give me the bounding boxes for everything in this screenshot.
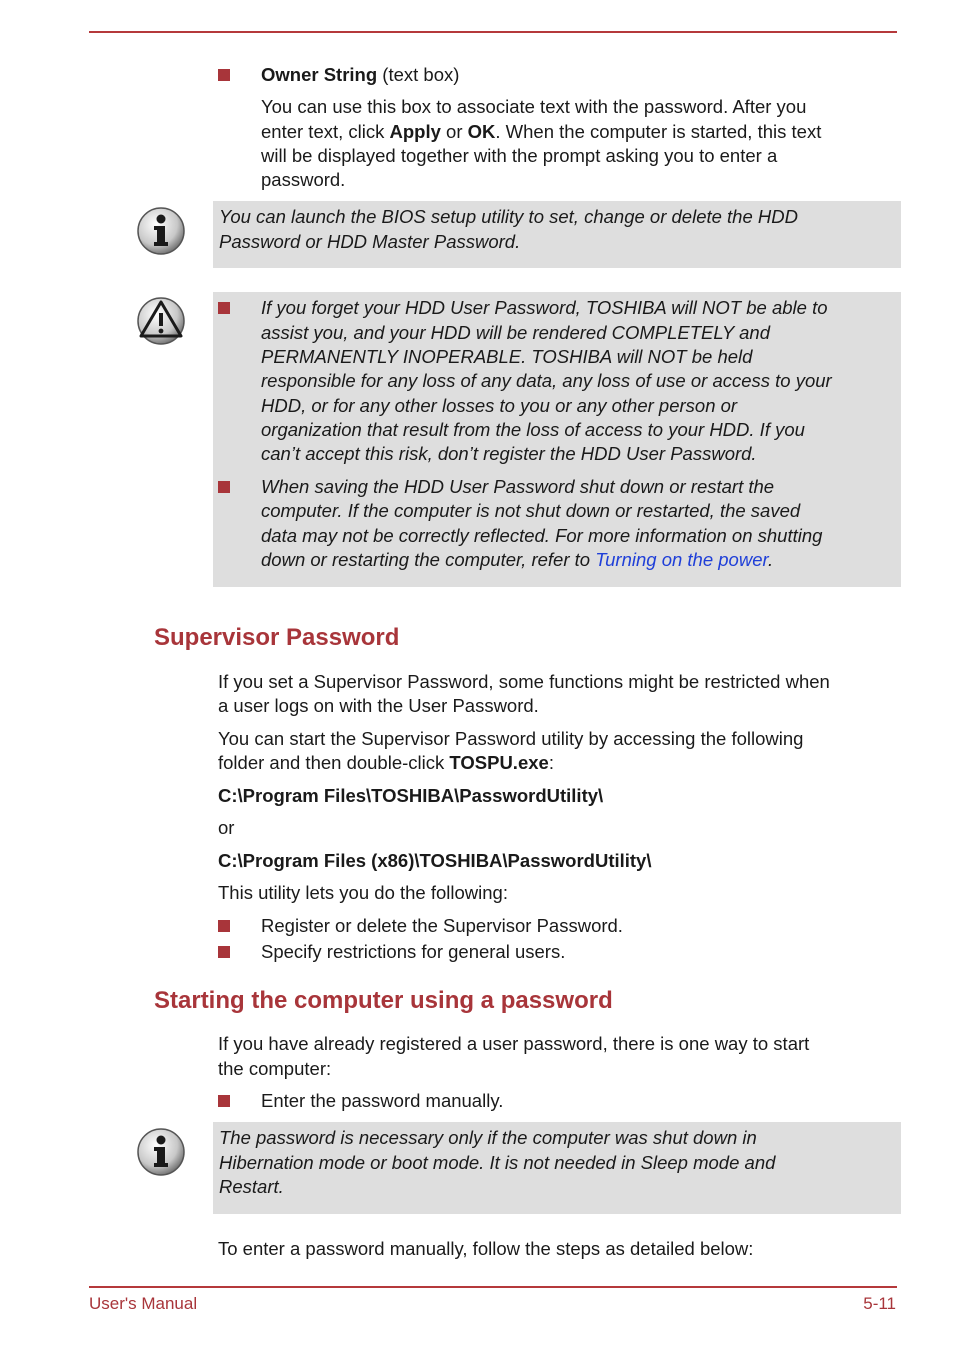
info-icon: [136, 206, 186, 256]
list-item: Specify restrictions for general users.: [261, 941, 566, 962]
owner-string-text: or: [440, 121, 468, 142]
or-text: or: [218, 817, 235, 838]
body-text: [218, 751, 554, 775]
warning-text: organization that result from the loss of access to your HDD. If you: [261, 419, 805, 440]
warning-text: PERMANENTLY INOPERABLE. TOSHIBA will NOT be held: [261, 346, 753, 367]
body-text: If you have already registered a user password, there is one way to start: [218, 1033, 810, 1054]
note-text: The password is necessary only if the computer was shut down in: [219, 1127, 757, 1148]
list-item: Register or delete the Supervisor Password.: [261, 915, 623, 936]
owner-string-line: will be displayed together with the prompt asking you to enter a: [261, 145, 778, 166]
ok-term: OK: [467, 121, 496, 142]
owner-string-suffix: (text box): [377, 64, 460, 85]
note-text: Restart.: [219, 1176, 284, 1197]
turning-on-power-link[interactable]: Turning on the power: [595, 549, 768, 570]
list-item: Enter the password manually.: [261, 1090, 504, 1111]
bullet-square: [218, 946, 230, 958]
warning-icon: [136, 296, 186, 346]
warning-text: can’t accept this risk, don’t register the HDD User Password.: [261, 443, 757, 464]
supervisor-heading: Supervisor Password: [154, 624, 400, 651]
warning-text: If you forget your HDD User Password, TOSHIBA will NOT be able to: [261, 297, 828, 318]
note-text: Password or HDD Master Password.: [219, 231, 521, 252]
path-text: C:\Program Files (x86)\TOSHIBA\PasswordUtility\: [218, 850, 652, 871]
footer-rule: [89, 1286, 897, 1288]
bullet-square: [218, 481, 230, 493]
note-text: You can launch the BIOS setup utility to set, change or delete the HDD: [219, 206, 798, 227]
warning-text: computer. If the computer is not shut down or restarted, the saved: [261, 500, 801, 521]
body-text: You can start the Supervisor Password utility by accessing the following: [218, 728, 804, 749]
owner-string-line: You can use this box to associate text with the password. After you: [261, 96, 807, 117]
path-program-files: [218, 784, 603, 808]
warning-text: [261, 548, 773, 572]
owner-string-text: enter text, click: [261, 121, 390, 142]
path-text: C:\Program Files\TOSHIBA\PasswordUtility\: [218, 785, 604, 806]
starting-heading: Starting the computer using a password: [154, 987, 613, 1014]
footer-title: User's Manual: [89, 1294, 198, 1313]
bullet-square: [218, 920, 230, 932]
bullet-square: [218, 302, 230, 314]
owner-string-title-line: [261, 63, 459, 87]
body-text: the computer:: [218, 1058, 332, 1079]
warning-text: responsible for any loss of any data, any loss of use or access to your: [261, 370, 832, 391]
body-text: If you set a Supervisor Password, some functions might be restricted when: [218, 671, 830, 692]
warning-text: assist you, and your HDD will be rendered COMPLETELY and: [261, 322, 771, 343]
tospu-exe: TOSPU.exe: [449, 752, 549, 773]
page-number: 5-11: [863, 1294, 896, 1313]
bullet-square: [218, 1095, 230, 1107]
warning-text-fragment: down or restarting the computer, refer to: [261, 549, 596, 570]
note-text: Hibernation mode or boot mode. It is not needed in Sleep mode and: [219, 1152, 776, 1173]
owner-string-title: Owner String: [261, 64, 378, 85]
warning-text-fragment: .: [767, 549, 774, 570]
info-icon: [136, 1127, 186, 1177]
owner-string-line: password.: [261, 169, 346, 190]
bullet-square: [218, 69, 230, 81]
header-rule: [89, 31, 897, 33]
body-text: To enter a password manually, follow the steps as detailed below:: [218, 1238, 754, 1259]
path-program-files-x86: [218, 849, 652, 873]
warning-text: data may not be correctly reflected. For more information on shutting: [261, 525, 823, 546]
body-text-fragment: :: [548, 752, 554, 773]
owner-string-text: . When the computer is started, this text: [495, 121, 822, 142]
body-text: This utility lets you do the following:: [218, 882, 508, 903]
apply-term: Apply: [389, 121, 441, 142]
body-text-fragment: folder and then double-click: [218, 752, 450, 773]
body-text: a user logs on with the User Password.: [218, 695, 539, 716]
owner-string-line: [261, 120, 821, 144]
warning-text: When saving the HDD User Password shut down or restart the: [261, 476, 775, 497]
warning-text: HDD, or for any other losses to you or any other person or: [261, 395, 738, 416]
